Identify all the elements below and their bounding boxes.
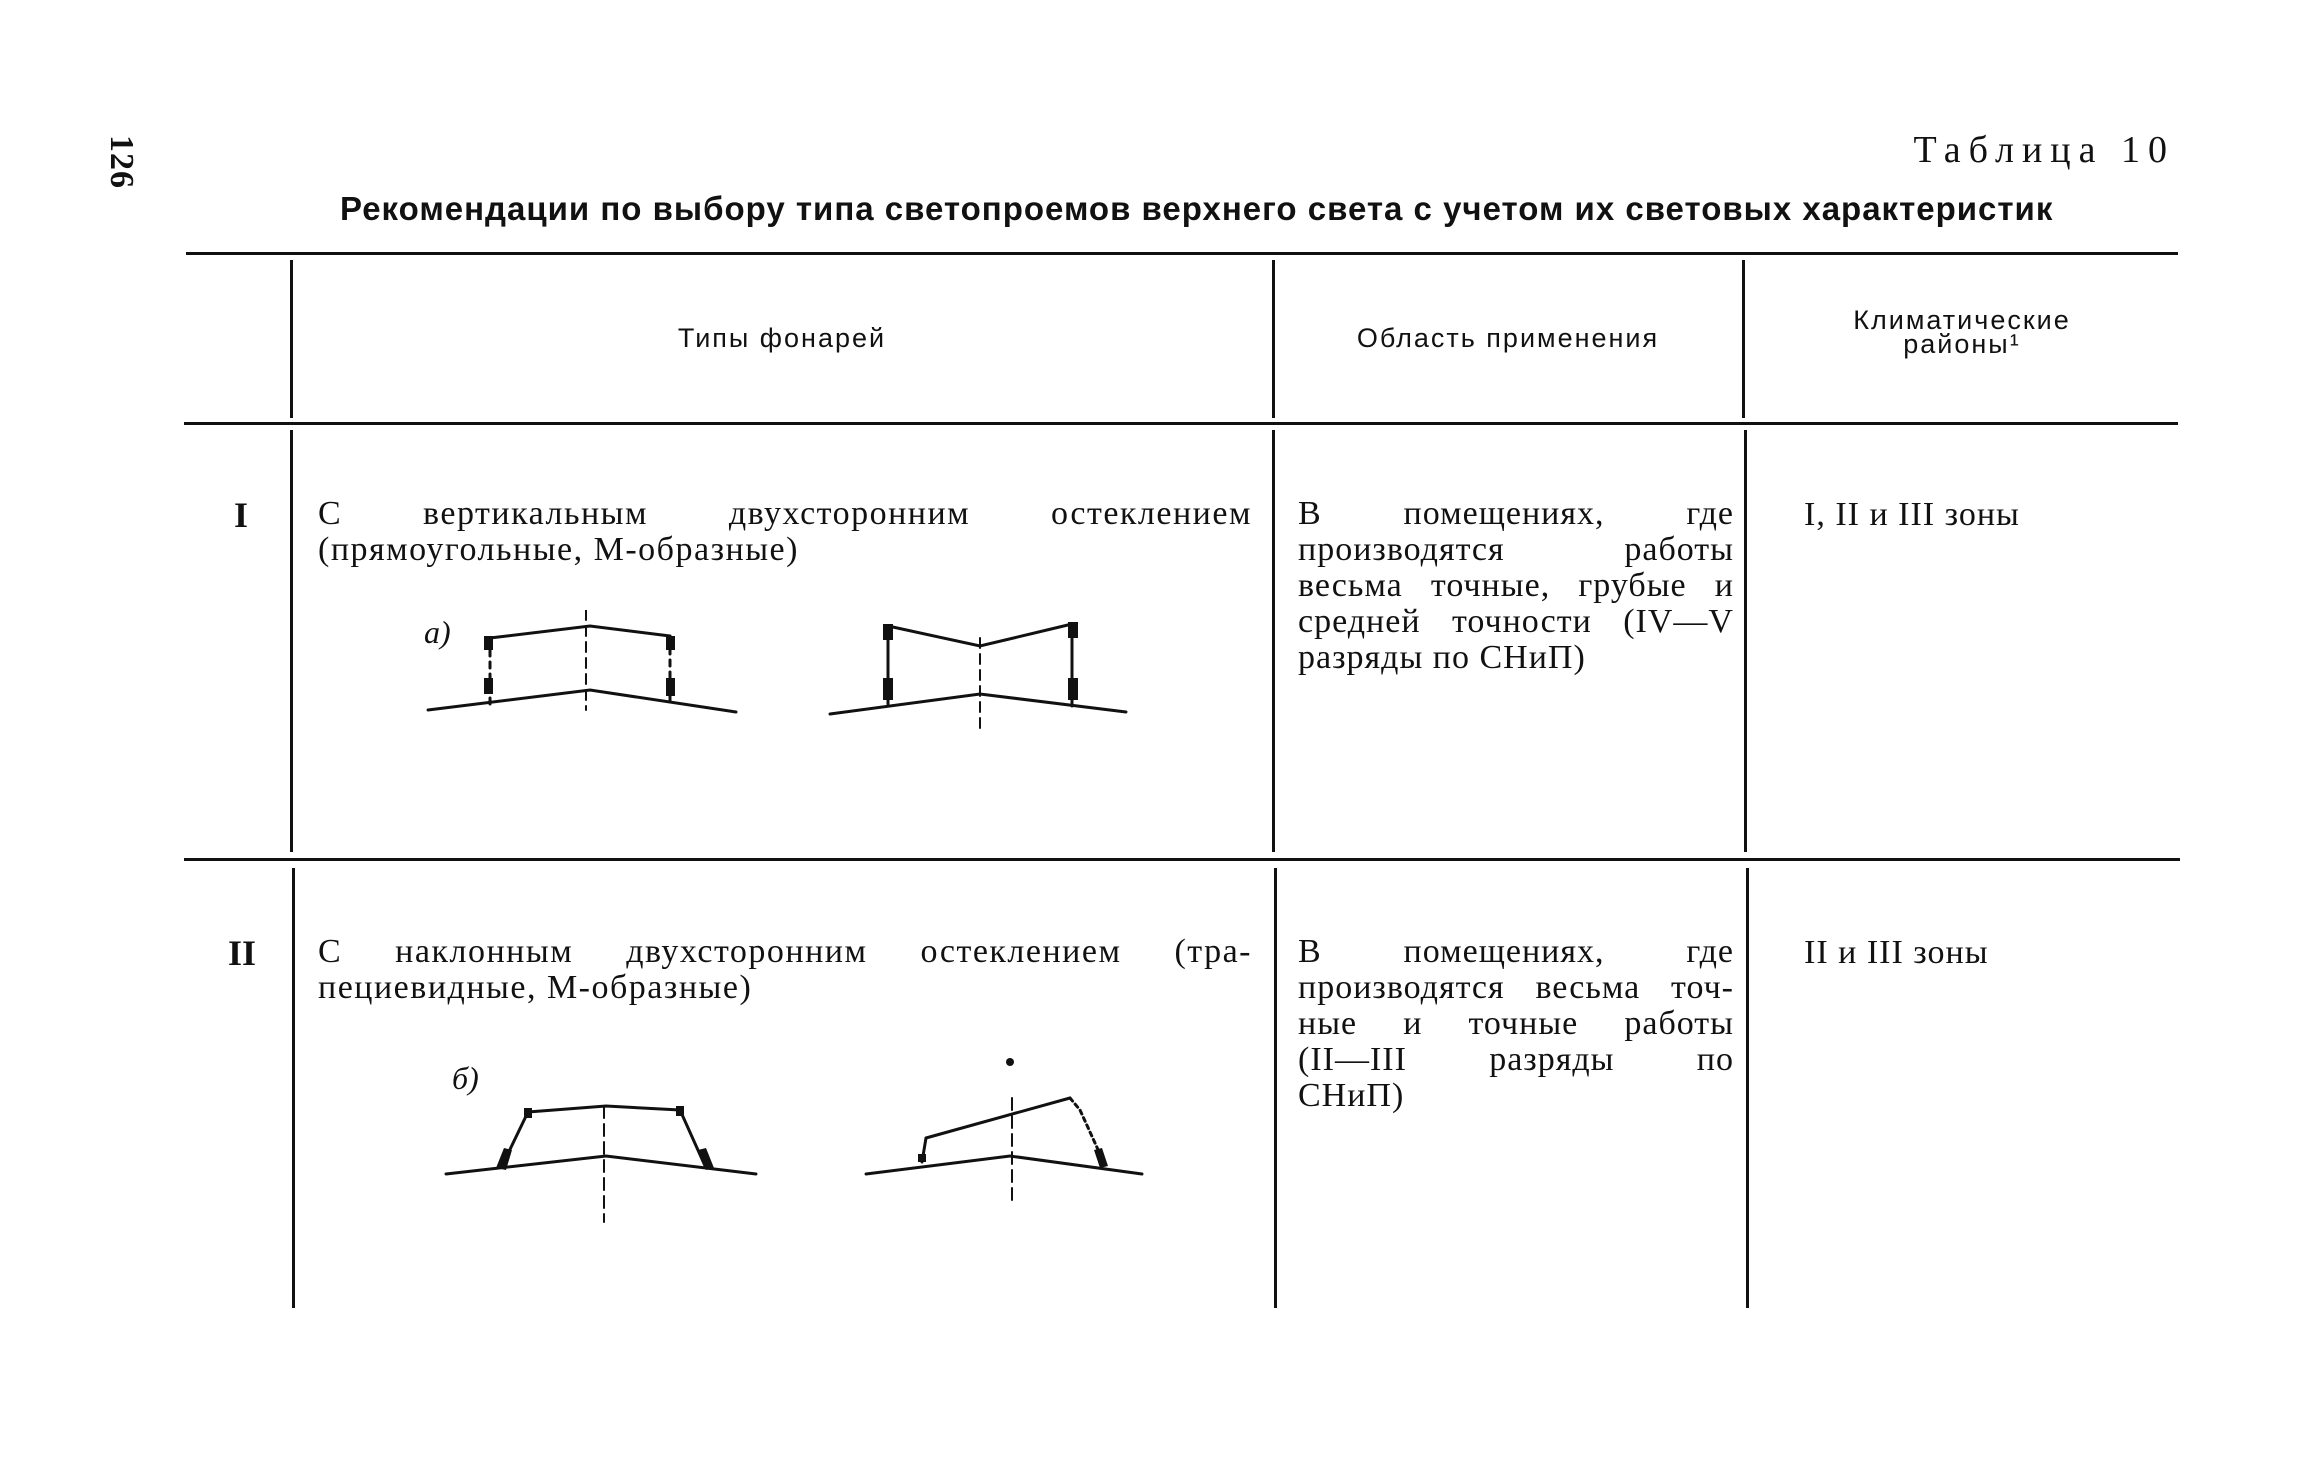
table-top-rule <box>186 252 2178 255</box>
area-line: В помещениях, где <box>1298 933 1734 970</box>
type-line: пециевидные, М-образные) <box>318 969 753 1006</box>
area-line: производятся весьма точ- <box>1298 969 1734 1006</box>
lantern-m-shaped-vertical-figure <box>820 608 1140 738</box>
header-climate <box>1750 305 2174 359</box>
row-divider-rule <box>184 858 2180 861</box>
lantern-m-shaped-inclined-figure <box>860 1050 1180 1210</box>
figure-label: а) <box>424 614 451 650</box>
col-rule-3-header <box>1742 260 1745 418</box>
figure-label: б) <box>452 1060 479 1096</box>
row-number: II <box>228 933 257 973</box>
row-type-description <box>318 496 1252 568</box>
row-application-area <box>1298 934 1734 1114</box>
area-line: ные и точные работы <box>1298 1005 1734 1042</box>
type-line: (прямоугольные, М-образные) <box>318 531 799 568</box>
area-line: В помещениях, где <box>1298 495 1734 532</box>
header-types: Типы фонарей <box>677 323 887 353</box>
col-rule-1-header <box>290 260 293 418</box>
header-bottom-rule <box>184 422 2178 425</box>
col-rule-3-row1 <box>1744 430 1747 852</box>
area-line: СНиП) <box>1298 1077 1405 1114</box>
col-rule-2-row1 <box>1272 430 1275 852</box>
area-line: производятся работы <box>1298 531 1734 568</box>
row-application-area <box>1298 496 1734 676</box>
header-climate-line2: районы¹ <box>1903 329 2021 359</box>
area-line: разряды по СНиП) <box>1298 639 1586 676</box>
col-rule-2-row2 <box>1274 868 1277 1308</box>
type-line: С вертикальным двухсторонним остеклением <box>318 495 1252 532</box>
lantern-trapezoid-figure <box>440 1090 780 1230</box>
row-climate-zones: I, II и III зоны <box>1804 496 2020 533</box>
area-line: средней точности (IV—V <box>1298 603 1734 640</box>
row-type-description <box>318 934 1252 1006</box>
area-line: весьма точные, грубые и <box>1298 567 1734 604</box>
header-area: Область применения <box>1356 323 1660 353</box>
area-line: (II—III разряды по <box>1298 1041 1734 1078</box>
lantern-rectangular-figure <box>420 610 760 770</box>
row-climate-zones: II и III зоны <box>1804 934 1989 971</box>
col-rule-1-row2 <box>292 868 295 1308</box>
table-title: Рекомендации по выбору типа светопроемов верхнего света с учетом их световых характеристик <box>340 190 2054 227</box>
table-label: Таблица 10 <box>1913 129 2175 171</box>
col-rule-2-header <box>1272 260 1275 418</box>
row-number: I <box>234 495 249 535</box>
col-rule-1-row1 <box>290 430 293 852</box>
header-climate-line1: Климатические <box>1853 305 2071 335</box>
type-line: С наклонным двухсторонним остеклением (тра- <box>318 933 1252 970</box>
col-rule-3-row2 <box>1746 868 1749 1308</box>
page-number: 126 <box>103 135 140 189</box>
